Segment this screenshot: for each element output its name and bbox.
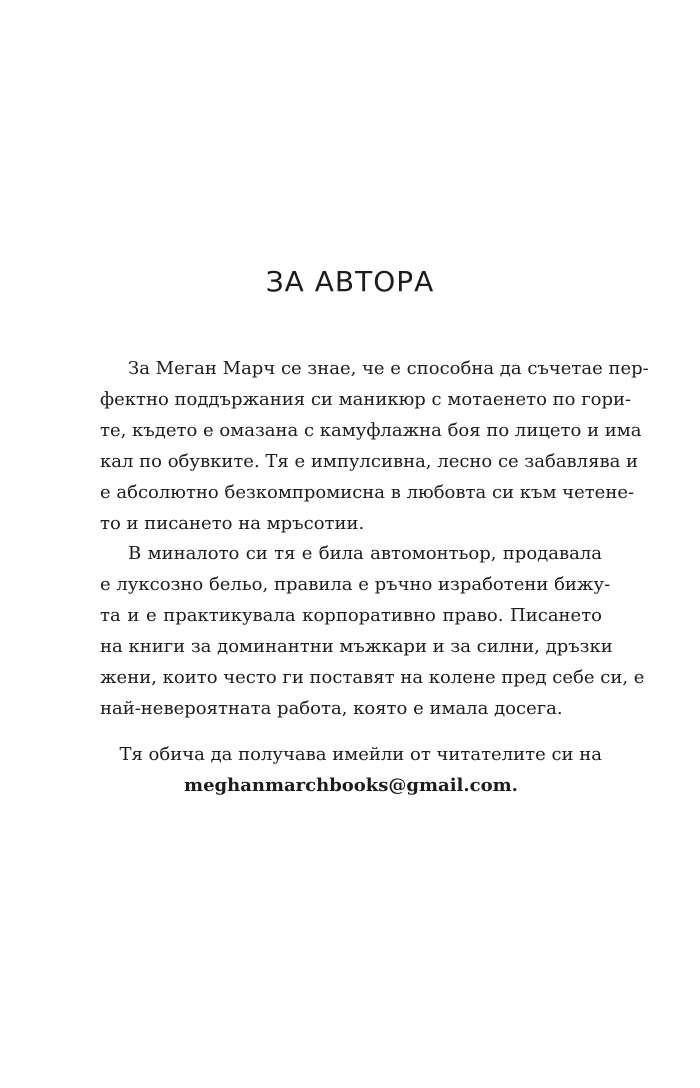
paragraph-line: е луксозно бельо, правила е ръчно изработени бижу- (100, 574, 611, 595)
paragraph-about-author (100, 353, 649, 539)
paragraph-contact (100, 739, 602, 801)
paragraph-line: е абсолютно безкомпромисна в любовта си към четене- (100, 482, 635, 503)
paragraph-line: фектно поддържания си маникюр с мотаенето по гори- (100, 389, 632, 410)
paragraph-career (100, 538, 645, 724)
paragraph-line: та и е практикувала корпоративно право. Писането (100, 605, 602, 626)
paragraph-line: то и писането на мръсотии. (100, 513, 365, 534)
author-email-link[interactable]: meghanmarchbooks@gmail.com. (184, 775, 518, 796)
paragraph-line: За Меган Марч се знае, че е способна да съчетае пер- (128, 358, 649, 379)
paragraph-line: те, където е омазана с камуфлажна боя по лицето и има (100, 420, 642, 441)
page-title: ЗА АВТОРА (265, 265, 435, 298)
paragraph-line: кал по обувките. Тя е импулсивна, лесно се забавлява и (100, 451, 639, 472)
contact-text: Тя обича да получава имейли от читателите си на (119, 744, 602, 765)
paragraph-line: В миналото си тя е била автомонтьор, продавала (128, 543, 602, 564)
paragraph-line: жени, които често ги поставят на колене пред себе си, е (100, 667, 645, 688)
paragraph-line: най-невероятната работа, която е имала досега. (100, 698, 563, 719)
paragraph-line: на книги за доминантни мъжкари и за силни, дръзки (100, 636, 613, 657)
